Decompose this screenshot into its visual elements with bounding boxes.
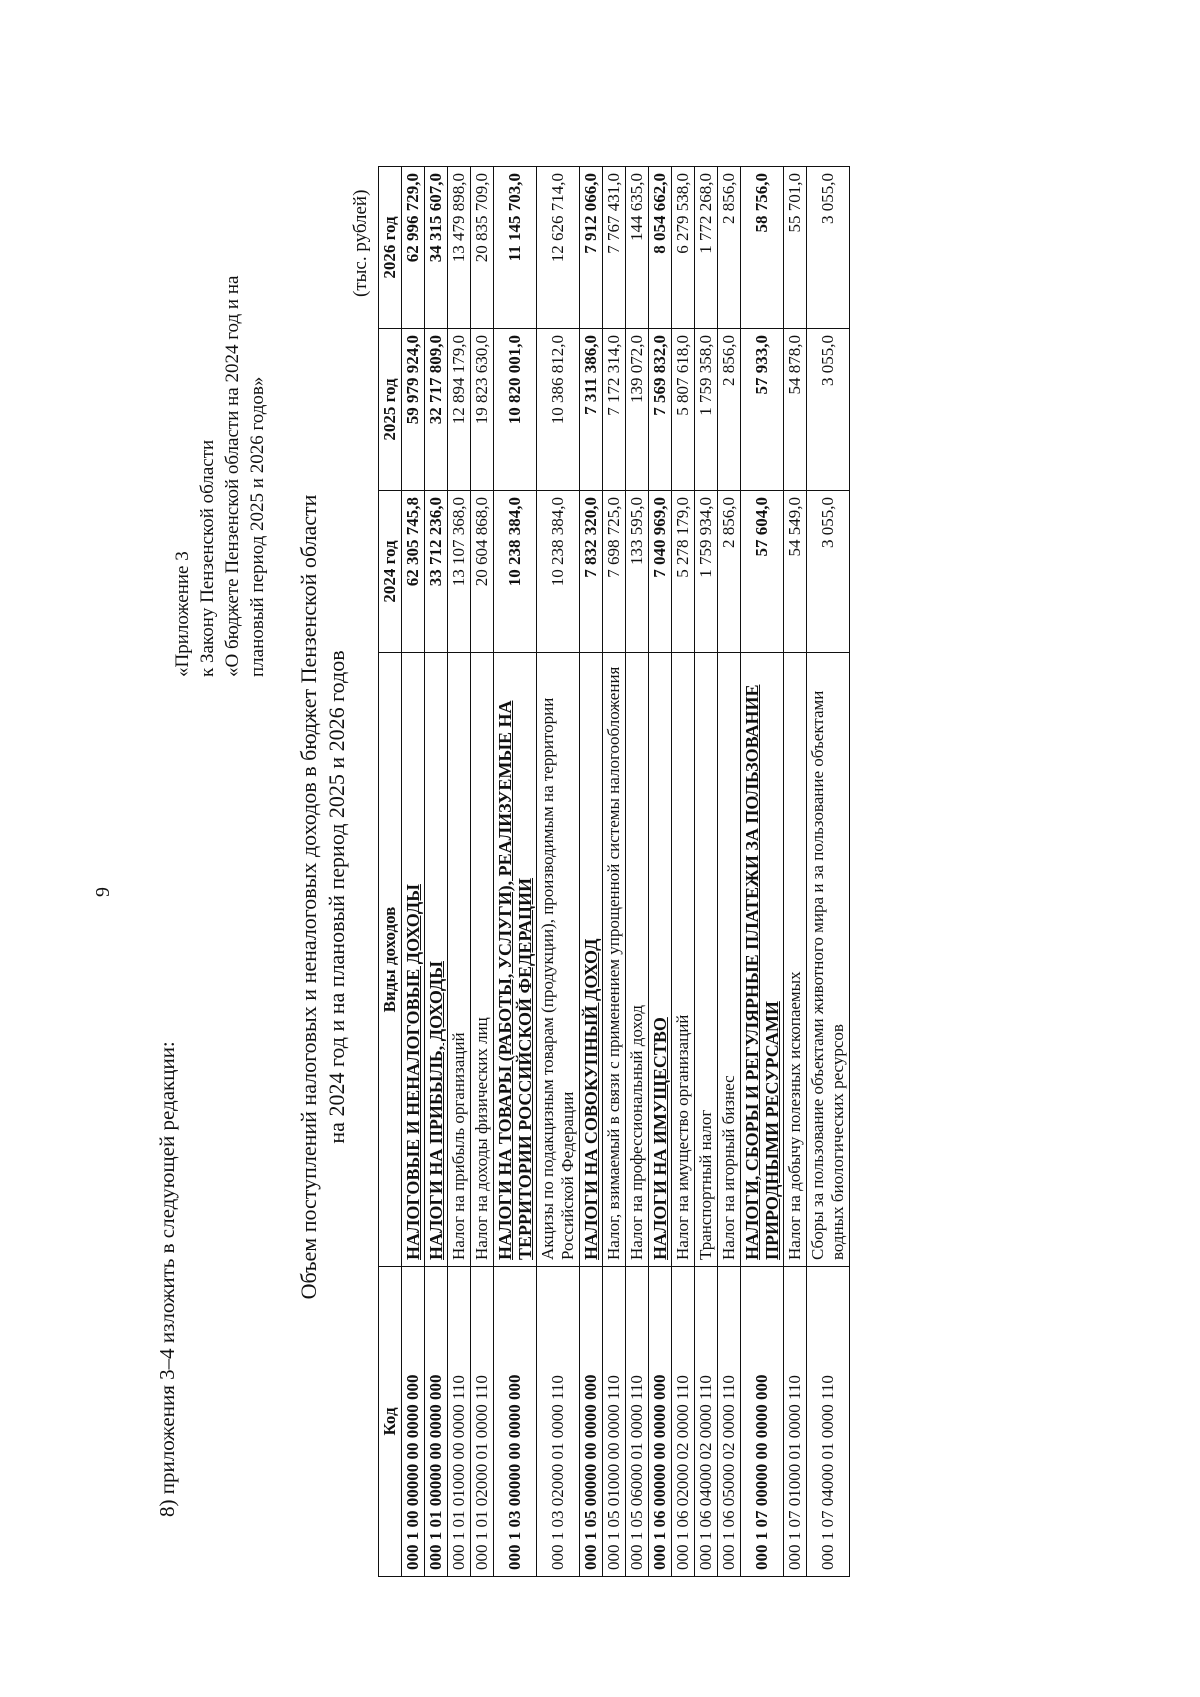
cell-code: 000 1 07 04000 01 0000 110 bbox=[807, 1267, 850, 1577]
table-body bbox=[402, 167, 850, 1577]
table-row bbox=[471, 167, 494, 1577]
cell-2024: 10 238 384,0 bbox=[494, 491, 537, 653]
cell-2026: 13 479 898,0 bbox=[448, 167, 471, 329]
cell-2024: 7 040 969,0 bbox=[649, 491, 672, 653]
cell-2026: 11 145 703,0 bbox=[494, 167, 537, 329]
cell-2024: 1 759 934,0 bbox=[695, 491, 718, 653]
table-row bbox=[695, 167, 718, 1577]
page-number: 9 bbox=[92, 887, 114, 897]
cell-2026: 62 996 729,0 bbox=[402, 167, 425, 329]
units-label: (тыс. рублей) bbox=[350, 189, 371, 297]
cell-2026: 8 054 662,0 bbox=[649, 167, 672, 329]
cell-code: 000 1 07 01000 01 0000 110 bbox=[784, 1267, 807, 1577]
header-code: Код bbox=[379, 1267, 402, 1577]
document-title bbox=[295, 327, 351, 1467]
cell-2025: 59 979 924,0 bbox=[402, 329, 425, 491]
cell-code: 000 1 06 04000 02 0000 110 bbox=[695, 1267, 718, 1577]
cell-code: 000 1 07 00000 00 0000 000 bbox=[741, 1267, 784, 1577]
cell-code: 000 1 06 02000 02 0000 110 bbox=[672, 1267, 695, 1577]
cell-code: 000 1 00 00000 00 0000 000 bbox=[402, 1267, 425, 1577]
header-2024: 2024 год bbox=[379, 491, 402, 653]
cell-income-type: Сборы за пользование объектами животного мира и за пользование объектами водных биологических ресурсов bbox=[807, 653, 850, 1267]
cell-2025: 7 172 314,0 bbox=[603, 329, 626, 491]
table-row bbox=[784, 167, 807, 1577]
cell-2024: 7 698 725,0 bbox=[603, 491, 626, 653]
table-row bbox=[537, 167, 580, 1577]
cell-code: 000 1 05 01000 00 0000 110 bbox=[603, 1267, 626, 1577]
cell-income-type: НАЛОГИ НА ИМУЩЕСТВО bbox=[649, 653, 672, 1267]
revenue-table bbox=[378, 166, 850, 1577]
cell-2026: 6 279 538,0 bbox=[672, 167, 695, 329]
cell-income-type: Акцизы по подакцизным товарам (продукции), производимым на территории Российской Федерации bbox=[537, 653, 580, 1267]
cell-income-type: Налог на имущество организаций bbox=[672, 653, 695, 1267]
table-header-row bbox=[379, 167, 402, 1577]
cell-income-type: НАЛОГИ, СБОРЫ И РЕГУЛЯРНЫЕ ПЛАТЕЖИ ЗА ПОЛЬЗОВАНИЕ ПРИРОДНЫМИ РЕСУРСАМИ bbox=[741, 653, 784, 1267]
cell-2025: 19 823 630,0 bbox=[471, 329, 494, 491]
cell-code: 000 1 03 00000 00 0000 000 bbox=[494, 1267, 537, 1577]
cell-code: 000 1 05 06000 01 0000 110 bbox=[626, 1267, 649, 1577]
cell-2026: 2 856,0 bbox=[718, 167, 741, 329]
annex-line: «О бюджете Пензенской области на 2024 год и на bbox=[222, 275, 243, 677]
cell-code: 000 1 01 01000 00 0000 110 bbox=[448, 1267, 471, 1577]
cell-2026: 7 912 066,0 bbox=[580, 167, 603, 329]
header-2025: 2025 год bbox=[379, 329, 402, 491]
cell-income-type: Налог на профессиональный доход bbox=[626, 653, 649, 1267]
cell-income-type: Транспортный налог bbox=[695, 653, 718, 1267]
table-row bbox=[807, 167, 850, 1577]
cell-income-type: НАЛОГИ НА ТОВАРЫ (РАБОТЫ, УСЛУГИ), РЕАЛИЗУЕМЫЕ НА ТЕРРИТОРИИ РОССИЙСКОЙ ФЕДЕРАЦИИ bbox=[494, 653, 537, 1267]
cell-income-type: Налог на игорный бизнес bbox=[718, 653, 741, 1267]
header-income-type: Виды доходов bbox=[379, 653, 402, 1267]
cell-2024: 133 595,0 bbox=[626, 491, 649, 653]
cell-income-type: НАЛОГИ НА СОВОКУПНЫЙ ДОХОД bbox=[580, 653, 603, 1267]
cell-2025: 5 807 618,0 bbox=[672, 329, 695, 491]
cell-2025: 7 569 832,0 bbox=[649, 329, 672, 491]
title-line-2: на 2024 год и на плановый период 2025 и 2026 годов bbox=[324, 650, 349, 1144]
cell-2024: 10 238 384,0 bbox=[537, 491, 580, 653]
cell-2024: 33 712 236,0 bbox=[425, 491, 448, 653]
cell-2025: 12 894 179,0 bbox=[448, 329, 471, 491]
annex-line: «Приложение 3 bbox=[172, 551, 193, 677]
cell-2024: 5 278 179,0 bbox=[672, 491, 695, 653]
cell-2024: 2 856,0 bbox=[718, 491, 741, 653]
cell-2024: 7 832 320,0 bbox=[580, 491, 603, 653]
cell-2025: 57 933,0 bbox=[741, 329, 784, 491]
intro-paragraph: 8) приложения 3–4 изложить в следующей редакции: bbox=[155, 1041, 179, 1517]
table-row bbox=[672, 167, 695, 1577]
title-line-1: Объем поступлений налоговых и неналоговых доходов в бюджет Пензенской области bbox=[296, 494, 321, 1300]
cell-2025: 54 878,0 bbox=[784, 329, 807, 491]
cell-2025: 139 072,0 bbox=[626, 329, 649, 491]
cell-income-type: Налог на доходы физических лиц bbox=[471, 653, 494, 1267]
cell-2026: 58 756,0 bbox=[741, 167, 784, 329]
cell-2024: 13 107 368,0 bbox=[448, 491, 471, 653]
cell-2025: 7 311 386,0 bbox=[580, 329, 603, 491]
table-row bbox=[494, 167, 537, 1577]
table-row bbox=[718, 167, 741, 1577]
cell-income-type: Налог на добычу полезных ископаемых bbox=[784, 653, 807, 1267]
cell-2026: 7 767 431,0 bbox=[603, 167, 626, 329]
cell-2026: 12 626 714,0 bbox=[537, 167, 580, 329]
table-row bbox=[580, 167, 603, 1577]
cell-code: 000 1 03 02000 01 0000 110 bbox=[537, 1267, 580, 1577]
cell-2024: 3 055,0 bbox=[807, 491, 850, 653]
cell-code: 000 1 05 00000 00 0000 000 bbox=[580, 1267, 603, 1577]
cell-2025: 10 820 001,0 bbox=[494, 329, 537, 491]
cell-2024: 57 604,0 bbox=[741, 491, 784, 653]
cell-2026: 1 772 268,0 bbox=[695, 167, 718, 329]
cell-2025: 1 759 358,0 bbox=[695, 329, 718, 491]
cell-2026: 55 701,0 bbox=[784, 167, 807, 329]
table-row bbox=[626, 167, 649, 1577]
cell-2024: 54 549,0 bbox=[784, 491, 807, 653]
table-row bbox=[425, 167, 448, 1577]
table-row bbox=[402, 167, 425, 1577]
cell-2026: 144 635,0 bbox=[626, 167, 649, 329]
cell-2025: 10 386 812,0 bbox=[537, 329, 580, 491]
header-2026: 2026 год bbox=[379, 167, 402, 329]
cell-2025: 3 055,0 bbox=[807, 329, 850, 491]
annex-line: плановый период 2025 и 2026 годов» bbox=[247, 376, 268, 677]
cell-2026: 34 315 607,0 bbox=[425, 167, 448, 329]
cell-2025: 32 717 809,0 bbox=[425, 329, 448, 491]
table-row bbox=[741, 167, 784, 1577]
cell-2024: 20 604 868,0 bbox=[471, 491, 494, 653]
cell-2024: 62 305 745,8 bbox=[402, 491, 425, 653]
annex-line: к Закону Пензенской области bbox=[197, 439, 218, 677]
table-row bbox=[448, 167, 471, 1577]
table-row bbox=[603, 167, 626, 1577]
table-row bbox=[649, 167, 672, 1577]
cell-code: 000 1 01 00000 00 0000 000 bbox=[425, 1267, 448, 1577]
cell-2026: 20 835 709,0 bbox=[471, 167, 494, 329]
cell-code: 000 1 06 05000 02 0000 110 bbox=[718, 1267, 741, 1577]
cell-2026: 3 055,0 bbox=[807, 167, 850, 329]
cell-code: 000 1 01 02000 01 0000 110 bbox=[471, 1267, 494, 1577]
cell-income-type: НАЛОГОВЫЕ И НЕНАЛОГОВЫЕ ДОХОДЫ bbox=[402, 653, 425, 1267]
cell-code: 000 1 06 00000 00 0000 000 bbox=[649, 1267, 672, 1577]
cell-income-type: Налог на прибыль организаций bbox=[448, 653, 471, 1267]
annex-header bbox=[170, 276, 270, 677]
cell-2025: 2 856,0 bbox=[718, 329, 741, 491]
cell-income-type: Налог, взимаемый в связи с применением упрощенной системы налогообложения bbox=[603, 653, 626, 1267]
cell-income-type: НАЛОГИ НА ПРИБЫЛЬ, ДОХОДЫ bbox=[425, 653, 448, 1267]
